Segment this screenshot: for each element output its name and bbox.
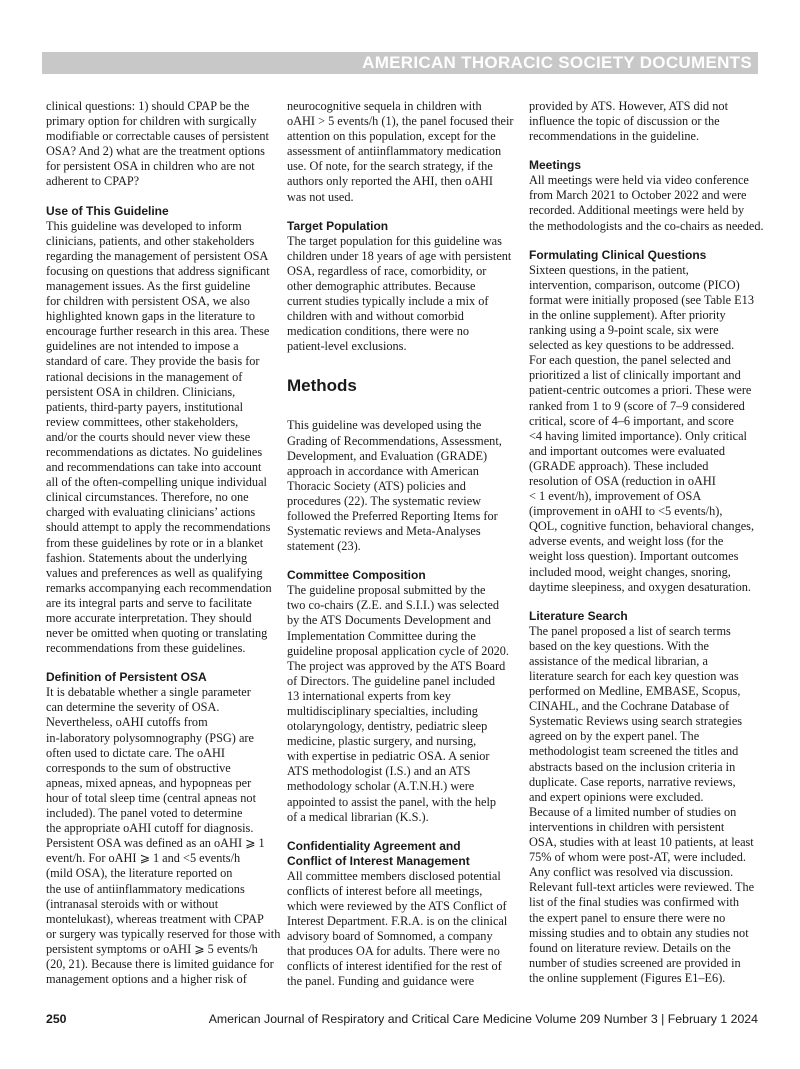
spacer (287, 396, 513, 418)
text-line: the panel. Funding and guidance were (287, 974, 475, 989)
text-line: management issues. As the first guideline (46, 278, 251, 293)
text-line: fashion. Statements about the underlying (46, 550, 248, 565)
text-line: Development, and Evaluation (GRADE) (287, 448, 488, 463)
text-line: children with and without comorbid (287, 309, 464, 324)
page-number: 250 (46, 1012, 67, 1026)
spacer (287, 554, 513, 568)
text-line: which were reviewed by the ATS Conflict of (287, 898, 507, 913)
text-line: the expert panel to ensure there were no (529, 910, 726, 925)
text-line: Systematic Reviews using search strategies (529, 714, 743, 729)
text-line: performed on Medline, EMBASE, Scopus, (529, 684, 741, 699)
text-line: recommendations in the guideline. (529, 129, 700, 144)
text-line: selected as key questions to be addressed. (529, 338, 735, 353)
text-line: primary option for children with surgically (46, 114, 257, 129)
text-line: OSA, studies with at least 10 patients, at least (529, 835, 754, 850)
text-line: should attempt to apply the recommendations (46, 520, 271, 535)
section-heading (287, 839, 513, 869)
text-line: The panel proposed a list of search terms (529, 623, 731, 638)
text-line: persistent OSA in children. Clinicians, (46, 384, 236, 399)
text-line: number of studies screened are provided in (529, 955, 741, 970)
text-line: guideline proposal application cycle of 2020. (287, 643, 509, 658)
text-line: and/or the courts should never view these (46, 429, 251, 444)
text-line: focusing on questions that address significant (46, 263, 270, 278)
text-line: medication conditions, there were no (287, 324, 470, 339)
text-line: It is debatable whether a single parameter (46, 685, 251, 700)
text-line: and recommendations can take into account (46, 460, 262, 475)
text-line: OSA? And 2) what are the treatment options (46, 144, 265, 159)
text-line: clinicians, patients, and other stakeholders (46, 233, 255, 248)
text-line: critical, score of 4–6 important, and score (529, 413, 734, 428)
heading-line: Target Population (287, 218, 389, 233)
text-line: oAHI > 5 events/h (1), the panel focused their (287, 114, 514, 129)
text-line: included). The panel voted to determine (46, 806, 243, 821)
text-line: from these guidelines by rote or in a blanket (46, 535, 264, 550)
text-line: Relevant full-text articles were reviewed. The (529, 880, 755, 895)
text-line: ranking using a 9-point scale, six were (529, 323, 719, 338)
text-line: in the online supplement). After priority (529, 307, 726, 322)
text-line: (improvement in oAHI to <5 events/h), (529, 504, 723, 519)
text-line: Sixteen questions, in the patient, (529, 262, 689, 277)
text-line: of Directors. The guideline panel included (287, 673, 496, 688)
text-line: All committee members disclosed potential (287, 868, 501, 883)
text-line: for persistent OSA in children who are not (46, 159, 255, 174)
text-line: often used to dictate care. The oAHI (46, 745, 226, 760)
text-line: more accurate interpretation. They should (46, 611, 252, 625)
text-line: format were initially proposed (see Table E13 (529, 292, 754, 307)
text-line: never be omitted when quoting or translating (46, 626, 268, 641)
text-line: highlighted known gaps in the literature to (46, 309, 256, 324)
text-line: recorded. Additional meetings were held by (529, 203, 745, 218)
text-line: resolution of OSA (reduction in oAHI (529, 473, 716, 488)
text-line: All meetings were held via video conference (529, 173, 749, 188)
text-line: The guideline proposal submitted by the (287, 583, 486, 598)
text-line: followed the Preferred Reporting Items for (287, 508, 498, 523)
text-line: (20, 21). Because there is limited guidance for (46, 956, 274, 971)
text-line: multidisciplinary specialties, including (287, 704, 478, 718)
paragraph (46, 219, 272, 657)
text-line: found on literature review. Details on the (529, 940, 731, 955)
text-line: abstracts based on the inclusion criteria in (529, 759, 736, 774)
heading-line: Literature Search (529, 608, 628, 623)
text-line: adherent to CPAP? (46, 174, 140, 189)
text-line: the methodologists and the co-chairs as needed. (529, 218, 764, 233)
text-line: ATS methodologist (I.S.) and an ATS (287, 764, 471, 779)
text-line: patient-centric outcomes a priori. These were (529, 383, 752, 398)
text-line: patients, third-party payers, institutional (46, 399, 244, 414)
heading-line: Methods (287, 376, 357, 396)
spacer (529, 144, 755, 158)
spacer (287, 825, 513, 839)
text-line: approach in accordance with American (287, 463, 479, 478)
text-line: use. Of note, for the search strategy, if the (287, 159, 493, 174)
text-line: event/h. For oAHI ⩾ 1 and <5 events/h (46, 851, 241, 866)
text-line: Thoracic Society (ATS) policies and (287, 478, 466, 493)
text-line: agreed on by the expert panel. The (529, 729, 700, 744)
journal-citation: American Journal of Respiratory and Critical Care Medicine Volume 209 Number 3 | February 1 2024 (208, 1012, 758, 1026)
text-line: was not used. (287, 189, 354, 204)
text-line: or surgery was typically reserved for those with (46, 926, 281, 941)
banner-title: AMERICAN THORACIC SOCIETY DOCUMENTS (362, 53, 752, 72)
text-line: CINAHL, and the Cochrane Database of (529, 699, 730, 714)
text-line: methodologist team screened the titles and (529, 744, 739, 759)
text-line: the appropriate oAHI cutoff for diagnosis. (46, 821, 254, 836)
text-line: persistent symptoms or oAHI ⩾ 5 events/h (46, 941, 258, 956)
text-line: assessment of antiinflammatory medication (287, 144, 502, 159)
text-line: standard of care. They provide the basis for (46, 354, 260, 369)
text-line: all of the often-compelling unique individual (46, 475, 267, 490)
text-line: and expert opinions were excluded. (529, 789, 704, 804)
text-line: guidelines are not intended to impose a (46, 339, 239, 354)
text-line: neurocognitive sequela in children with (287, 99, 482, 113)
heading-line: Definition of Persistent OSA (46, 670, 207, 685)
text-line: two co-chairs (Z.E. and S.I.I.) was selected (287, 598, 500, 613)
text-line: that produces OA for adults. There were no (287, 944, 500, 959)
text-line: values and preferences as well as qualifying (46, 565, 263, 580)
spacer (46, 656, 272, 670)
text-line: authors only reported the AHI, then oAHI (287, 174, 493, 189)
text-line: corresponds to the sum of obstructive (46, 760, 231, 775)
text-line: and important outcomes were evaluated (529, 443, 725, 458)
text-line: clinical questions: 1) should CPAP be the (46, 99, 250, 113)
text-line: Implementation Committee during the (287, 628, 476, 643)
text-line: current studies typically include a mix of (287, 294, 489, 309)
text-line: QOL, cognitive function, behavioral changes, (529, 519, 755, 534)
text-line: included mood, weight changes, snoring, (529, 564, 731, 579)
text-line: Systematic reviews and Meta-Analyses (287, 524, 481, 539)
text-line: for children with persistent OSA, we also (46, 294, 250, 309)
text-line: (mild OSA), the literature reported on (46, 866, 233, 881)
text-line: patient-level exclusions. (287, 339, 407, 354)
heading-line: Use of This Guideline (46, 203, 169, 218)
text-line: Any conflict was resolved via discussion. (529, 865, 734, 880)
text-line: remarks accompanying each recommendation (46, 580, 272, 595)
paragraph (529, 263, 755, 595)
text-line: 75% of whom were post-AT, were included. (529, 850, 746, 865)
text-line: recommendations as dictates. No guidelines (46, 444, 263, 459)
text-line: provided by ATS. However, ATS did not (529, 99, 728, 113)
text-line: The project was approved by the ATS Board (287, 658, 506, 673)
text-line: based on the key questions. With the (529, 638, 709, 653)
text-line: OSA, regardless of race, comorbidity, or (287, 263, 487, 278)
heading-line: Confidentiality Agreement and (287, 838, 461, 853)
section-heading (46, 204, 272, 219)
text-line: This guideline was developed to inform (46, 218, 242, 233)
text-line: appointed to assist the panel, with the help (287, 794, 497, 809)
text-line: Persistent OSA was defined as an oAHI ⩾ 1 (46, 836, 265, 851)
text-line: of a medical librarian (K.S.). (287, 809, 429, 824)
text-line: with expertise in pediatric OSA. A senior (287, 749, 490, 764)
text-line: recommendations from these guidelines. (46, 641, 246, 656)
text-line: medicine, plastic surgery, and nursing, (287, 734, 477, 749)
text-line: review committees, other stakeholders, (46, 414, 239, 429)
paragraph (287, 583, 513, 825)
text-line: literature search for each key question was (529, 669, 739, 683)
text-line: prioritized a list of clinically important and (529, 368, 741, 383)
text-line: missing studies and to obtain any studies not (529, 925, 749, 940)
text-line: children under 18 years of age with persistent (287, 248, 512, 263)
text-line: interventions in children with persistent (529, 819, 725, 834)
text-line: hour of total sleep time (central apneas not (46, 790, 256, 805)
text-line: management options and a higher risk of (46, 972, 247, 987)
text-line: the online supplement (Figures E1–E6). (529, 970, 726, 985)
text-line: montelukast), whereas treatment with CPAP (46, 911, 264, 926)
text-line: influence the topic of discussion or the (529, 114, 720, 129)
text-line: procedures (22). The systematic review (287, 493, 482, 508)
paragraph (287, 869, 513, 990)
heading-line: Meetings (529, 158, 582, 173)
text-line: conflicts of interest identified for the rest of (287, 959, 502, 974)
paragraph (529, 173, 764, 233)
text-line: (intranasal steroids with or without (46, 896, 219, 911)
text-line: in-laboratory polysomnography (PSG) are (46, 730, 254, 745)
text-line: This guideline was developed using the (287, 418, 482, 433)
text-column-3 (529, 99, 764, 986)
section-heading (529, 158, 755, 173)
section-banner (42, 52, 758, 74)
text-line: intervention, comparison, outcome (PICO) (529, 277, 740, 292)
text-line: methodology scholar (A.T.N.H.) were (287, 779, 475, 794)
spacer (529, 595, 755, 609)
text-line: rational decisions in the management of (46, 369, 243, 384)
text-line: charged with evaluating clinicians’ actions (46, 505, 256, 520)
section-heading (287, 376, 513, 396)
spacer (287, 354, 513, 376)
text-line: advisory board of Somnomed, a company (287, 929, 493, 944)
section-heading (529, 609, 755, 624)
text-column-2 (287, 99, 513, 990)
text-line: adverse events, and weight loss (for the (529, 534, 724, 549)
text-line: modifiable or correctable causes of persistent (46, 129, 269, 144)
text-line: regarding the management of persistent OSA (46, 248, 269, 263)
text-line: < 1 event/h), improvement of OSA (529, 489, 702, 504)
text-line: from March 2021 to October 2022 and were (529, 188, 747, 203)
text-line: conflicts of interest before all meetings, (287, 883, 483, 898)
text-line: The target population for this guideline was (287, 233, 502, 248)
text-line: Grading of Recommendations, Assessment, (287, 433, 502, 448)
text-line: weight loss question). Important outcomes (529, 549, 739, 564)
text-line: can determine the severity of OSA. (46, 700, 220, 715)
spacer (287, 205, 513, 219)
section-heading (287, 219, 513, 234)
text-line: ranked from 1 to 9 (score of 7–9 considered (529, 398, 745, 413)
section-heading (529, 248, 755, 263)
heading-line: Committee Composition (287, 568, 426, 583)
heading-line: Formulating Clinical Questions (529, 247, 707, 262)
text-line: daytime sleepiness, and oxygen desaturation. (529, 579, 751, 594)
paragraph (287, 418, 513, 554)
text-column-1 (46, 99, 281, 987)
text-line: statement (23). (287, 539, 361, 554)
text-line: by the ATS Documents Development and (287, 613, 491, 628)
paragraph (287, 234, 513, 355)
text-line: attention on this population, except for the (287, 129, 496, 144)
text-line: Nevertheless, oAHI cutoffs from (46, 715, 208, 730)
text-line: Interest Department. F.R.A. is on the clinical (287, 914, 508, 929)
spacer (529, 234, 755, 248)
text-line: the use of antiinflammatory medications (46, 881, 245, 896)
text-line: apneas, mixed apneas, and hypopneas per (46, 775, 252, 790)
text-line: 13 international experts from key (287, 688, 451, 703)
paragraph (287, 99, 513, 205)
text-line: assistance of the medical librarian, a (529, 653, 708, 668)
paragraph (46, 685, 281, 987)
text-line: For each question, the panel selected and (529, 353, 731, 368)
section-heading (46, 670, 272, 685)
text-line: other demographic attributes. Because (287, 278, 476, 293)
spacer (46, 190, 272, 204)
text-line: otolaryngology, dentistry, pediatric sleep (287, 719, 488, 734)
text-line: Because of a limited number of studies on (529, 804, 737, 819)
text-line: are its integral parts and serve to facilitate (46, 595, 252, 610)
paragraph (46, 99, 272, 190)
paragraph (529, 99, 755, 144)
text-line: (GRADE approach). These included (529, 458, 709, 473)
text-line: list of the final studies was confirmed with (529, 895, 740, 910)
text-line: encourage further research in this area. These (46, 324, 270, 339)
text-line: duplicate. Case reports, narrative reviews, (529, 774, 736, 789)
section-heading (287, 568, 513, 583)
text-line: <4 having limited importance). Only critical (529, 428, 747, 443)
paragraph (529, 624, 755, 986)
text-line: clinical circumstances. Therefore, no one (46, 490, 249, 505)
heading-line: Conflict of Interest Management (287, 853, 470, 868)
